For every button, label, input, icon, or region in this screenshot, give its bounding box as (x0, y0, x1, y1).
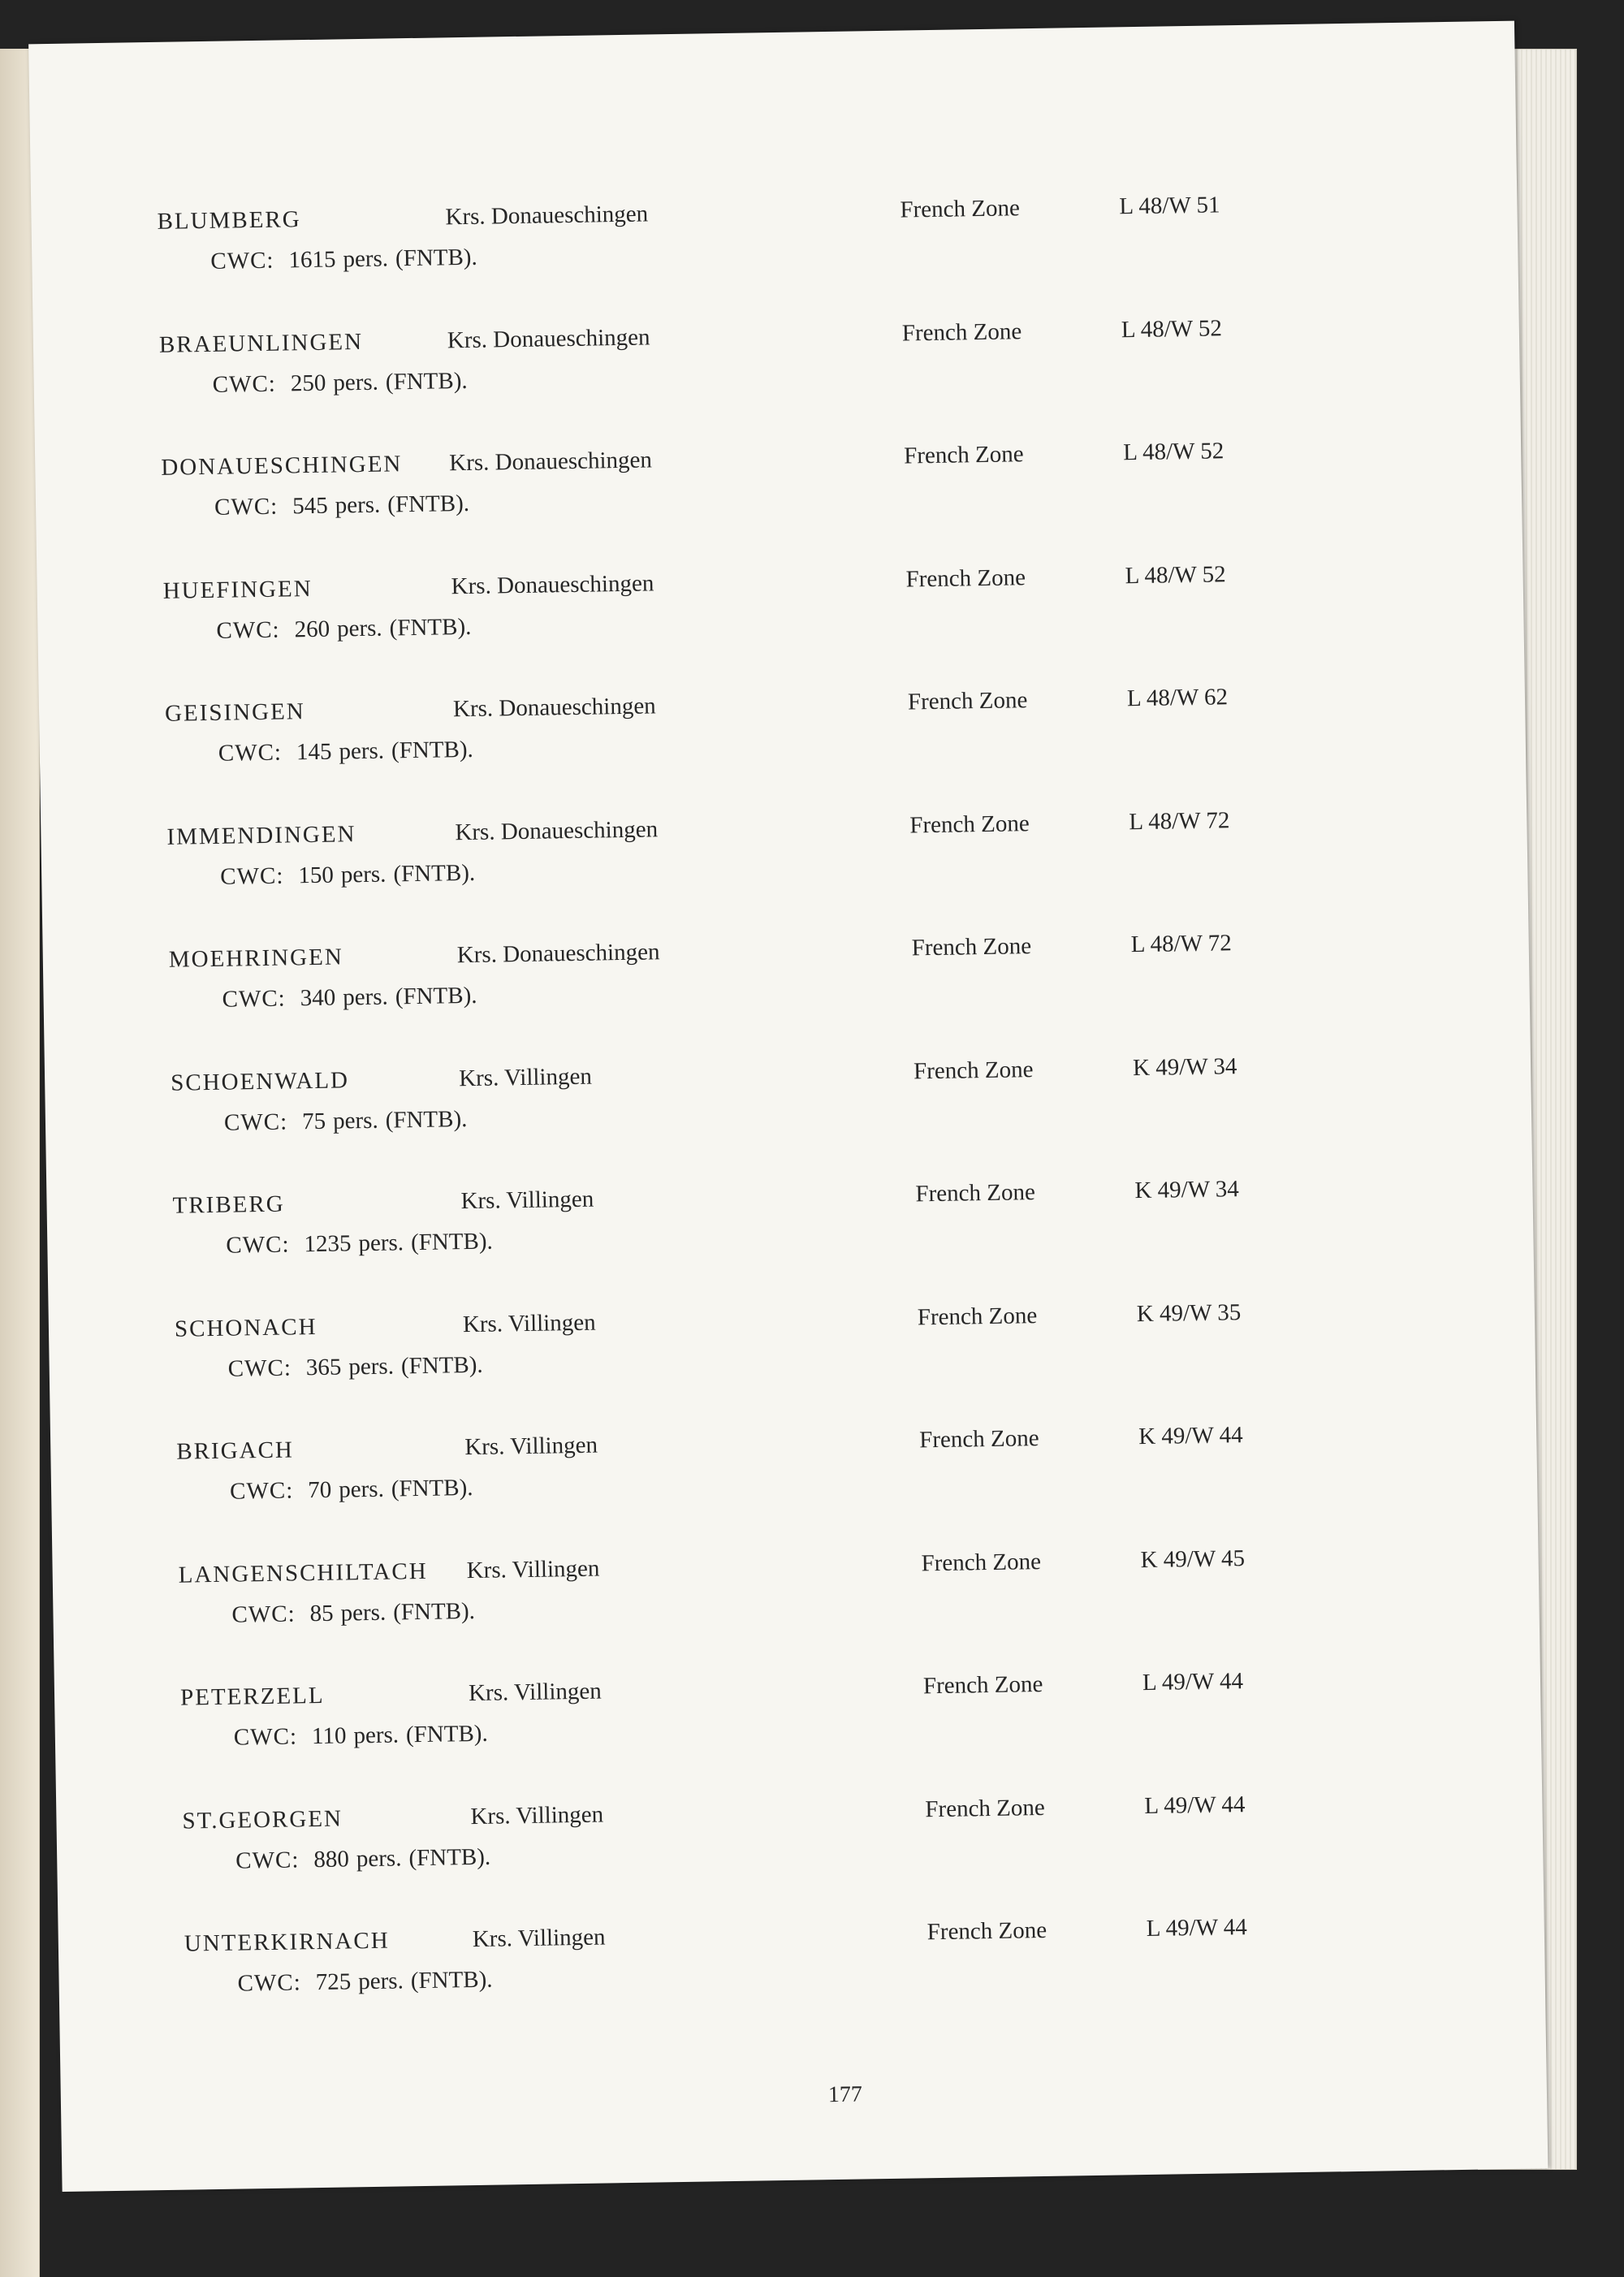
place-name: ST.GEORGEN (182, 1805, 343, 1834)
cwc-line (220, 859, 475, 890)
zone-label: French Zone (901, 318, 1022, 347)
list-item (180, 1666, 1343, 1774)
grid-reference: L 49/W 44 (1142, 1668, 1244, 1696)
district-name: Krs. Villingen (470, 1801, 604, 1830)
persons-unit: pers. (333, 369, 379, 396)
zone-label: French Zone (905, 564, 1026, 592)
persons-unit: pers. (343, 245, 389, 273)
person-count: 260 (294, 616, 330, 642)
person-count: 85 (309, 1600, 334, 1627)
cwc-label: CWC: (226, 1231, 290, 1259)
cwc-label: CWC: (231, 1600, 296, 1628)
place-name: SCHONACH (174, 1313, 317, 1342)
list-item (176, 1420, 1339, 1527)
cwc-line (226, 1229, 493, 1259)
list-item (172, 1174, 1335, 1281)
cwc-label: CWC: (222, 985, 286, 1013)
source-ref: (FNTB). (410, 1966, 493, 1994)
grid-reference: K 49/W 34 (1132, 1052, 1237, 1081)
grid-reference: L 48/W 52 (1125, 560, 1226, 589)
district-name: Krs. Villingen (462, 1309, 596, 1337)
district-name: Krs. Villingen (472, 1924, 606, 1953)
cwc-line (218, 737, 473, 767)
grid-reference: L 49/W 44 (1144, 1791, 1246, 1819)
list-item (169, 928, 1332, 1035)
zone-label: French Zone (913, 1056, 1034, 1084)
persons-unit: pers. (353, 1722, 400, 1749)
place-name: BRAEUNLINGEN (158, 328, 364, 358)
grid-reference: L 48/W 72 (1129, 806, 1230, 835)
source-ref: (FNTB). (392, 1597, 476, 1626)
page-number: 177 (827, 2081, 863, 2108)
place-name: HUEFINGEN (162, 575, 313, 604)
entry-list (28, 21, 1514, 1997)
source-ref: (FNTB). (405, 1720, 488, 1748)
grid-reference: L 48/W 52 (1122, 438, 1224, 466)
cwc-line (224, 1106, 468, 1137)
source-ref: (FNTB). (387, 490, 470, 518)
district-name: Krs. Villingen (460, 1186, 594, 1215)
zone-label: French Zone (909, 810, 1030, 838)
persons-unit: pers. (340, 1599, 387, 1627)
source-ref: (FNTB). (395, 244, 477, 272)
zone-label: French Zone (922, 1671, 1043, 1700)
cwc-label: CWC: (219, 862, 284, 890)
source-ref: (FNTB). (408, 1843, 491, 1871)
district-name: Krs. Villingen (468, 1678, 602, 1707)
person-count: 110 (311, 1722, 347, 1750)
persons-unit: pers. (336, 615, 382, 642)
list-item (165, 682, 1328, 789)
source-ref: (FNTB). (385, 367, 468, 395)
cwc-line (234, 1721, 488, 1752)
cwc-label: CWC: (237, 1969, 302, 1997)
person-count: 70 (308, 1476, 332, 1504)
list-item (171, 1052, 1333, 1159)
place-name: PETERZELL (179, 1682, 325, 1711)
source-ref: (FNTB). (410, 1228, 493, 1256)
place-name: GEISINGEN (164, 698, 305, 727)
cwc-line (210, 244, 477, 275)
cwc-line (230, 1475, 473, 1506)
cwc-label: CWC: (218, 739, 283, 767)
district-name: Krs. Donaueschingen (456, 939, 660, 969)
district-name: Krs. Donaueschingen (447, 323, 650, 353)
source-ref: (FNTB). (391, 736, 473, 764)
cwc-label: CWC: (216, 616, 280, 644)
persons-unit: pers. (340, 861, 387, 888)
zone-label: French Zone (911, 933, 1032, 961)
cwc-label: CWC: (235, 1846, 300, 1874)
cwc-label: CWC: (212, 370, 277, 398)
source-ref: (FNTB). (395, 982, 477, 1010)
person-count: 725 (315, 1968, 352, 1996)
cwc-label: CWC: (214, 493, 279, 521)
persons-unit: pers. (339, 737, 385, 765)
list-item (166, 806, 1329, 913)
grid-reference: K 49/W 44 (1138, 1422, 1243, 1450)
list-item (175, 1298, 1337, 1405)
cwc-line (237, 1967, 492, 1998)
cwc-label: CWC: (229, 1477, 294, 1505)
zone-label: French Zone (917, 1302, 1038, 1330)
list-item (161, 436, 1324, 543)
zone-label: French Zone (915, 1179, 1036, 1208)
zone-label: French Zone (926, 1916, 1047, 1946)
grid-reference: L 48/W 72 (1130, 930, 1232, 958)
cwc-line (231, 1597, 475, 1628)
list-item (157, 190, 1320, 297)
cwc-line (235, 1843, 490, 1874)
persons-unit: pers. (358, 1968, 404, 1995)
district-name: Krs. Villingen (464, 1432, 598, 1461)
cwc-label: CWC: (233, 1723, 298, 1751)
list-item (184, 1912, 1347, 2020)
grid-reference: K 49/W 35 (1136, 1298, 1242, 1327)
place-name: UNTERKIRNACH (184, 1927, 390, 1957)
district-name: Krs. Donaueschingen (455, 815, 659, 845)
source-ref: (FNTB). (393, 859, 476, 887)
person-count: 75 (301, 1108, 326, 1134)
zone-label: French Zone (903, 441, 1024, 469)
zone-label: French Zone (925, 1794, 1045, 1822)
cwc-line (216, 613, 471, 644)
place-name: DONAUESCHINGEN (161, 451, 403, 481)
person-count: 365 (305, 1354, 342, 1380)
place-name: SCHOENWALD (170, 1066, 350, 1096)
source-ref: (FNTB). (385, 1105, 468, 1134)
district-name: Krs. Villingen (466, 1555, 600, 1584)
cwc-line (212, 367, 467, 398)
list-item (182, 1790, 1345, 1897)
list-item (162, 560, 1325, 667)
zone-label: French Zone (900, 195, 1021, 223)
zone-label: French Zone (918, 1425, 1039, 1454)
person-count: 545 (292, 492, 328, 520)
persons-unit: pers. (332, 1107, 378, 1134)
source-ref: (FNTB). (400, 1351, 483, 1379)
person-count: 340 (300, 984, 336, 1012)
cwc-label: CWC: (223, 1108, 288, 1136)
persons-unit: pers. (342, 983, 389, 1011)
grid-reference: L 48/W 52 (1121, 314, 1223, 343)
place-name: IMMENDINGEN (166, 820, 356, 850)
place-name: LANGENSCHILTACH (178, 1558, 428, 1588)
place-name: MOEHRINGEN (168, 944, 344, 973)
cwc-label: CWC: (210, 247, 274, 274)
place-name: BLUMBERG (157, 206, 301, 235)
persons-unit: pers. (338, 1476, 385, 1503)
cwc-label: CWC: (227, 1354, 292, 1382)
cwc-line (222, 983, 477, 1013)
cwc-line (228, 1351, 483, 1382)
grid-reference: L 48/W 51 (1119, 192, 1220, 220)
person-count: 145 (296, 738, 332, 766)
district-name: Krs. Donaueschingen (451, 569, 654, 599)
persons-unit: pers. (348, 1353, 395, 1380)
source-ref: (FNTB). (389, 613, 472, 641)
persons-unit: pers. (335, 491, 381, 519)
list-item (159, 313, 1322, 421)
person-count: 250 (290, 369, 326, 396)
place-name: TRIBERG (172, 1190, 285, 1219)
district-name: Krs. Donaueschingen (452, 693, 656, 723)
person-count: 1615 (288, 246, 336, 274)
person-count: 880 (313, 1845, 350, 1873)
source-ref: (FNTB). (391, 1474, 473, 1502)
persons-unit: pers. (356, 1844, 402, 1872)
grid-reference: K 49/W 45 (1140, 1545, 1246, 1573)
district-name: Krs. Villingen (458, 1063, 593, 1091)
document-page (28, 21, 1548, 2192)
person-count: 150 (298, 862, 335, 888)
grid-reference: L 49/W 44 (1146, 1914, 1248, 1942)
person-count: 1235 (304, 1230, 352, 1258)
place-name: BRIGACH (176, 1437, 295, 1465)
district-name: Krs. Donaueschingen (449, 447, 653, 477)
list-item (178, 1544, 1341, 1651)
grid-reference: K 49/W 34 (1134, 1176, 1240, 1204)
zone-label: French Zone (921, 1548, 1042, 1576)
persons-unit: pers. (358, 1229, 404, 1257)
cwc-line (214, 490, 469, 521)
zone-label: French Zone (907, 687, 1028, 715)
district-name: Krs. Donaueschingen (445, 201, 649, 231)
grid-reference: L 48/W 62 (1126, 684, 1229, 712)
